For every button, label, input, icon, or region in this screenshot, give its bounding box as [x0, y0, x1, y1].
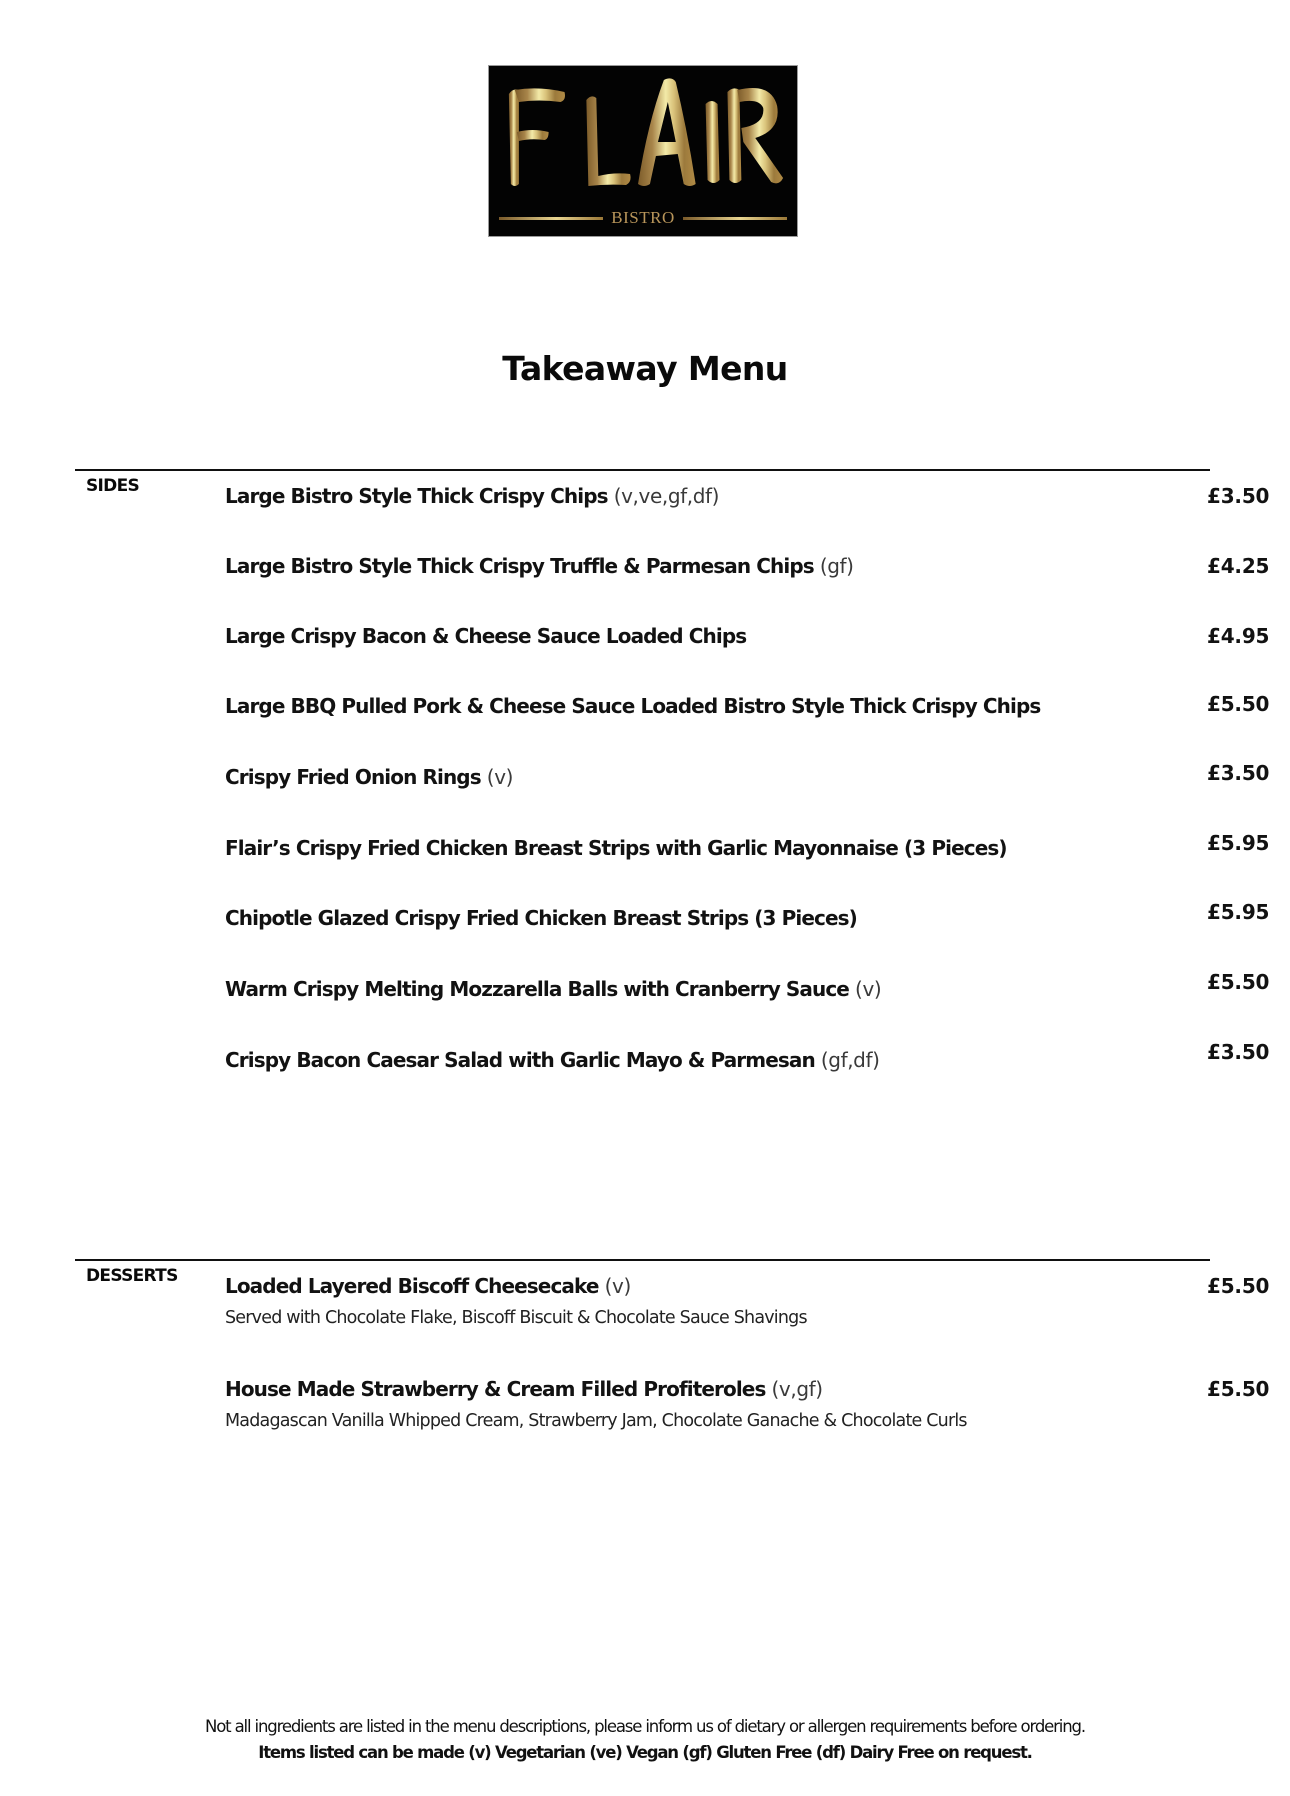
menu-item: [225, 482, 1270, 512]
menu-item: [225, 1272, 1270, 1336]
section-sides: [75, 469, 1270, 1072]
item-price: £3.50: [1207, 484, 1270, 508]
section-desserts: [75, 1259, 1270, 1459]
menu-item: [225, 831, 1270, 864]
menu-item: [225, 622, 1270, 652]
item-name: Large Bistro Style Thick Crispy Truffle & Parmesan Chips (gf): [225, 554, 854, 578]
item-price: £5.95: [1207, 900, 1270, 924]
menu-item: [225, 1040, 1270, 1076]
item-name: Large Crispy Bacon & Cheese Sauce Loaded Chips: [225, 624, 747, 648]
logo-bistro-text: BISTRO: [611, 208, 675, 227]
item-price: £3.50: [1207, 1040, 1270, 1064]
menu-item: [225, 552, 1270, 582]
item-price: £5.95: [1207, 831, 1270, 855]
dietary-tags: (v,ve,gf,df): [613, 484, 720, 508]
logo-rule-right: [683, 217, 787, 220]
item-name: Crispy Bacon Caesar Salad with Garlic Mayo & Parmesan (gf,df): [225, 1048, 880, 1072]
dietary-tags: (v): [855, 977, 882, 1001]
section-label: SIDES: [86, 476, 140, 496]
flair-bistro-logo: [488, 65, 798, 237]
item-description: Served with Chocolate Flake, Biscoff Biscuit & Chocolate Sauce Shavings: [225, 1308, 807, 1328]
item-price: £5.50: [1207, 1377, 1270, 1401]
item-price: £5.50: [1207, 970, 1270, 994]
logo-rule-left: [499, 217, 603, 220]
dietary-key: Items listed can be made (v) Vegetarian (ve) Vegan (gf) Gluten Free (df) Dairy Free on request.: [258, 1743, 1032, 1762]
item-name: Warm Crispy Melting Mozzarella Balls with Cranberry Sauce (v): [225, 977, 882, 1001]
section-label: DESSERTS: [86, 1266, 178, 1286]
item-price: £4.95: [1207, 624, 1270, 648]
page-title: Takeaway Menu: [502, 349, 788, 388]
menu-item: [225, 900, 1270, 934]
item-name: Large BBQ Pulled Pork & Cheese Sauce Loaded Bistro Style Thick Crispy Chips: [225, 694, 1041, 718]
item-name: Large Bistro Style Thick Crispy Chips (v,ve,gf,df): [225, 484, 720, 508]
item-name: Crispy Fried Onion Rings (v): [225, 765, 514, 789]
item-name: Loaded Layered Biscoff Cheesecake (v): [225, 1274, 631, 1298]
dietary-tags: (v): [486, 765, 514, 789]
allergen-footer: [0, 1715, 1290, 1765]
item-price: £5.50: [1207, 1274, 1270, 1298]
menu-item: [225, 692, 1270, 722]
dietary-tags: (v,gf): [771, 1377, 823, 1401]
menu-item: [225, 1375, 1270, 1439]
item-name: Flair’s Crispy Fried Chicken Breast Strips with Garlic Mayonnaise (3 Pieces): [225, 836, 1007, 860]
dietary-tags: (v): [604, 1274, 631, 1298]
item-name: House Made Strawberry & Cream Filled Profiteroles (v,gf): [225, 1377, 823, 1401]
logo-bistro-row: [499, 208, 787, 228]
item-price: £4.25: [1207, 554, 1270, 578]
menu-item: [225, 970, 1270, 1005]
flair-wordmark-icon: [489, 72, 797, 192]
menu-item: [225, 761, 1270, 793]
allergen-notice: Not all ingredients are listed in the menu descriptions, please inform us of dietary or allergen requirements before ordering.: [205, 1717, 1085, 1736]
item-name: Chipotle Glazed Crispy Fried Chicken Breast Strips (3 Pieces): [225, 906, 857, 930]
item-description: Madagascan Vanilla Whipped Cream, Strawberry Jam, Chocolate Ganache & Chocolate Curls: [225, 1411, 967, 1431]
item-price: £5.50: [1207, 692, 1270, 716]
dietary-tags: (gf): [819, 554, 854, 578]
dietary-tags: (gf,df): [820, 1048, 880, 1072]
item-price: £3.50: [1207, 761, 1270, 785]
